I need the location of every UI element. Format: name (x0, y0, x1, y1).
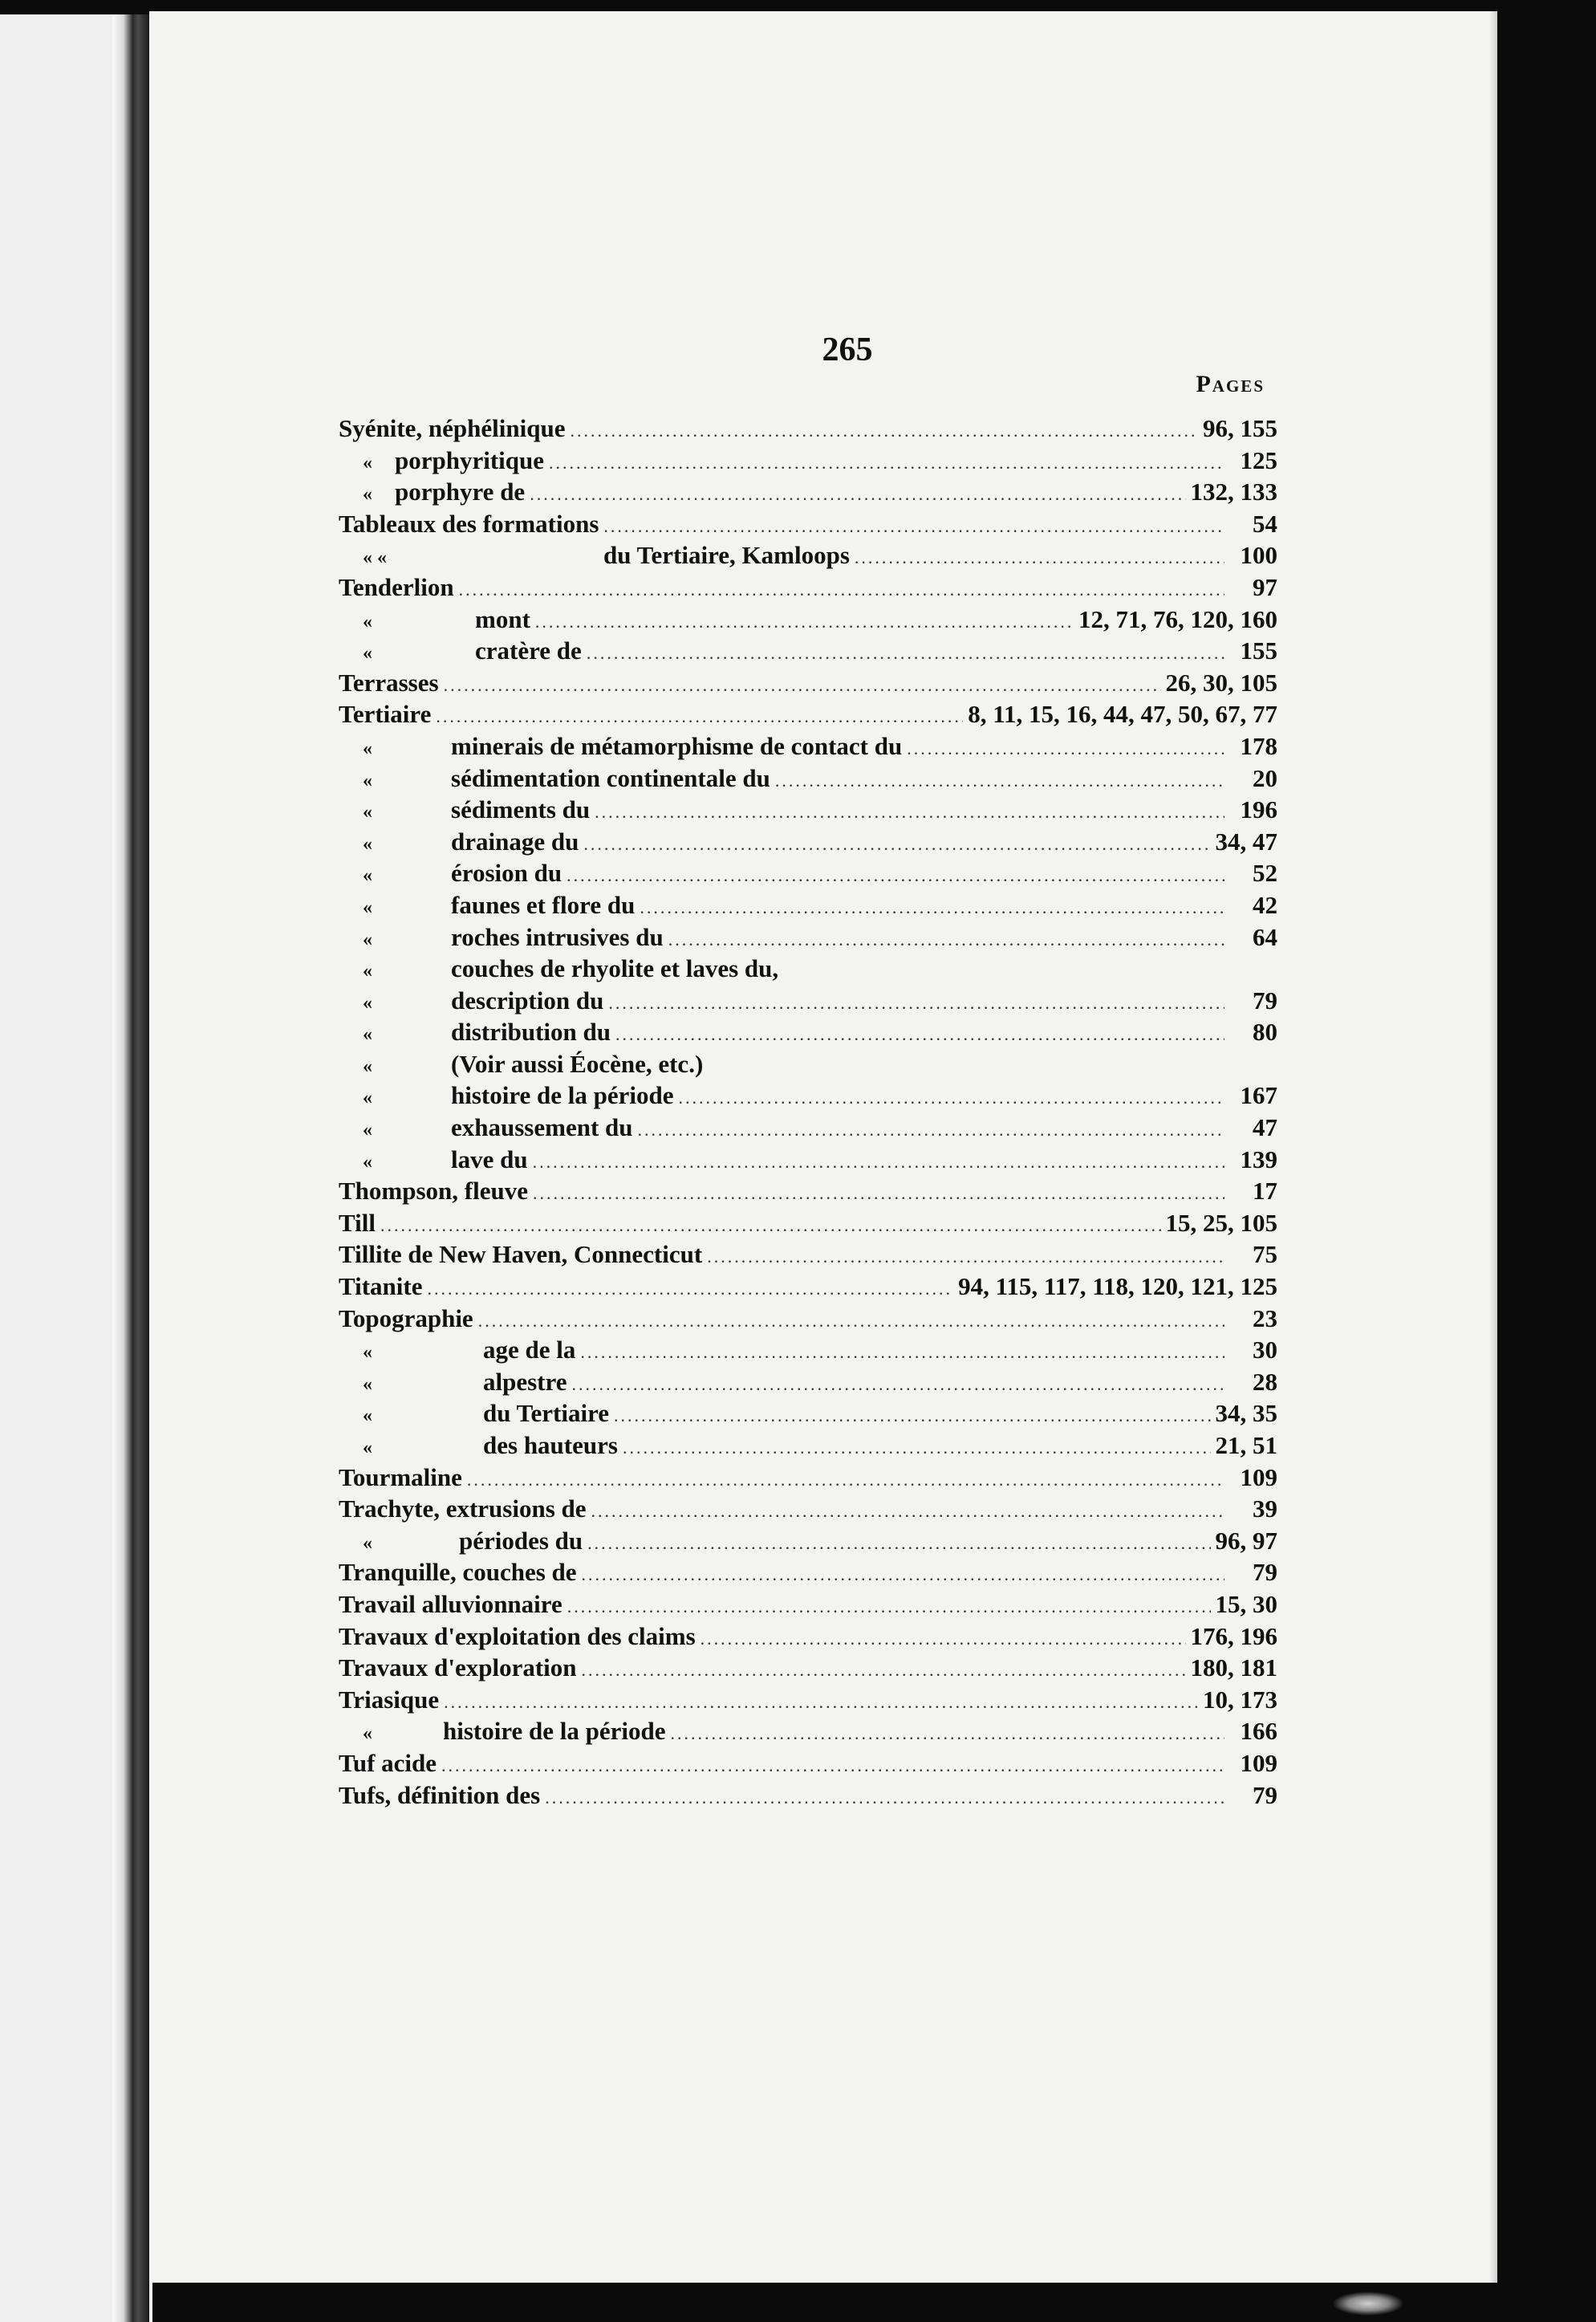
dot-leader (571, 1368, 1224, 1401)
index-term: Thompson, fleuve (339, 1177, 528, 1206)
index-pages: 166 (1240, 1717, 1277, 1746)
index-term: faunes et flore du (451, 890, 636, 919)
index-term: drainage du (451, 827, 579, 856)
index-term: histoire de la période (443, 1717, 666, 1746)
dot-leader (587, 1527, 1210, 1560)
index-term: histoire de la période (451, 1081, 674, 1110)
index-term: Travail alluvionnaire (339, 1589, 562, 1618)
index-entry: « (Voir aussi Éocène, etc.) (339, 1048, 1277, 1080)
index-entry: « du Tertiaire ..... 34, 35 (339, 1397, 1277, 1429)
index-pages: 10, 173 (1203, 1685, 1277, 1714)
index-pages: 100 (1240, 541, 1277, 570)
dot-leader (571, 415, 1199, 447)
index-term: porphyritique (395, 445, 545, 474)
index-entry (339, 1207, 1277, 1239)
index-term: Terrasses (339, 668, 439, 697)
dot-leader (545, 1782, 1224, 1814)
dot-leader (428, 1273, 954, 1305)
index-entry: « description du ..... 79 (339, 985, 1277, 1017)
dot-leader (436, 701, 963, 733)
index-pages: 28 (1253, 1367, 1277, 1396)
index-pages: 8, 11, 15, 16, 44, 47, 50, 67, 77 (968, 700, 1277, 729)
index-term: du Tertiaire, Kamloops (603, 541, 850, 570)
index-entry: « mont ..... 12, 71, 76, 120, 160 (339, 604, 1277, 636)
index-term: Trachyte, extrusions de (339, 1494, 587, 1523)
index-pages: 155 (1240, 636, 1277, 665)
dot-leader (707, 1241, 1224, 1273)
index-entry: « « du Tertiaire, Kamloops ..... 100 (339, 539, 1277, 571)
dot-leader (608, 987, 1224, 1019)
index-pages: 79 (1253, 1558, 1277, 1587)
index-term: Tertiaire (339, 700, 432, 729)
dot-leader (467, 1464, 1224, 1496)
index-pages: 139 (1240, 1145, 1277, 1173)
index-term: age de la (483, 1336, 576, 1364)
dot-leader (701, 1623, 1186, 1655)
index-entry: « sédimentation continentale du ..... 20 (339, 762, 1277, 795)
index-term: des hauteurs (483, 1431, 618, 1459)
index-entry (339, 571, 1277, 604)
index-pages: 42 (1253, 890, 1277, 919)
index-pages: 109 (1240, 1748, 1277, 1777)
book-gutter (112, 14, 149, 2322)
dot-leader (907, 733, 1224, 765)
index-pages: 109 (1240, 1462, 1277, 1491)
dot-leader (580, 1336, 1224, 1368)
index-term: Tableaux des formations (339, 509, 599, 538)
index-term: exhaussement du (451, 1113, 633, 1142)
dot-leader (583, 828, 1210, 860)
index-term: Tenderlion (339, 572, 454, 601)
index-entry (339, 1556, 1277, 1588)
dot-leader (444, 1686, 1198, 1718)
dot-leader (591, 1495, 1224, 1527)
index-pages: 178 (1240, 731, 1277, 760)
index-term: du Tertiaire (483, 1399, 610, 1428)
index-entry: « porphyre de ..... 132, 133 (339, 476, 1277, 508)
dot-leader (441, 1750, 1224, 1782)
index-list (339, 413, 1277, 1811)
index-pages: 125 (1240, 445, 1277, 474)
index-pages: 132, 133 (1190, 478, 1277, 506)
dot-leader (638, 1114, 1224, 1146)
index-term: Tranquille, couches de (339, 1558, 577, 1587)
index-entry: « cratère de ..... 155 (339, 635, 1277, 667)
index-pages: 12, 71, 76, 120, 160 (1078, 604, 1277, 633)
scan-artifact (1332, 2292, 1404, 2316)
index-entry (339, 1238, 1277, 1271)
index-term: Syénite, néphélinique (339, 414, 566, 442)
index-pages: 96, 155 (1203, 414, 1277, 442)
dot-leader (582, 1559, 1224, 1591)
index-entry (339, 1271, 1277, 1303)
dot-leader (640, 892, 1224, 924)
index-entry (339, 1684, 1277, 1716)
index-entry: « roches intrusives du ..... 64 (339, 921, 1277, 954)
index-term: mont (475, 604, 530, 633)
index-pages: 23 (1253, 1303, 1277, 1332)
dot-leader (671, 1718, 1224, 1750)
index-entry: « faunes et flore du ..... 42 (339, 889, 1277, 921)
index-term: lave du (451, 1145, 528, 1173)
index-term: Travaux d'exploitation des claims (339, 1621, 696, 1650)
dot-leader (444, 669, 1161, 701)
index-entry (339, 1588, 1277, 1621)
index-entry: « minerais de métamorphisme de contact du ..... 178 (339, 730, 1277, 762)
index-pages: 196 (1240, 795, 1277, 824)
index-term: Travaux d'exploration (339, 1653, 577, 1682)
index-entry: « des hauteurs ..... 21, 51 (339, 1429, 1277, 1462)
dot-leader (855, 542, 1224, 574)
dot-leader (567, 1591, 1211, 1623)
index-pages: 17 (1253, 1177, 1277, 1206)
page-edge-shadow (1489, 11, 1497, 2283)
index-entry: « drainage du ..... 34, 47 (339, 826, 1277, 858)
index-entry: « lave du ..... 139 (339, 1144, 1277, 1176)
index-pages: 20 (1253, 763, 1277, 792)
index-entry (339, 1621, 1277, 1653)
index-term: minerais de métamorphisme de contact du (451, 731, 903, 760)
dot-leader (530, 478, 1185, 510)
index-term: porphyre de (395, 478, 526, 506)
index-entry (339, 1303, 1277, 1335)
index-entry (339, 1779, 1277, 1812)
index-term: distribution du (451, 1018, 611, 1047)
index-entry (339, 1747, 1277, 1779)
index-pages: 39 (1253, 1494, 1277, 1523)
index-term: roches intrusives du (451, 922, 664, 951)
index-pages: 30 (1253, 1336, 1277, 1364)
dot-leader (567, 860, 1224, 892)
index-pages: 176, 196 (1190, 1621, 1277, 1650)
index-entry (339, 1493, 1277, 1525)
index-pages: 26, 30, 105 (1165, 668, 1277, 697)
index-pages: 167 (1240, 1081, 1277, 1110)
index-entry: « érosion du ..... 52 (339, 857, 1277, 889)
index-entry (339, 1175, 1277, 1207)
dot-leader (668, 924, 1224, 956)
index-pages: 34, 35 (1215, 1399, 1277, 1428)
index-pages: 96, 97 (1215, 1526, 1277, 1555)
index-entry (339, 1652, 1277, 1684)
index-term: cratère de (475, 636, 582, 665)
index-term: Topographie (339, 1303, 473, 1332)
index-term: Tufs, définition des (339, 1780, 541, 1809)
index-term: érosion du (451, 859, 562, 888)
dot-leader (535, 606, 1074, 638)
dot-leader (549, 447, 1224, 479)
index-entry (339, 698, 1277, 730)
dot-leader (459, 574, 1224, 606)
index-term: Titanite (339, 1272, 423, 1301)
index-pages: 75 (1253, 1240, 1277, 1269)
index-pages: 180, 181 (1190, 1653, 1277, 1682)
index-term: sédiments du (451, 795, 591, 824)
index-entry: « exhaussement du ..... 47 (339, 1112, 1277, 1144)
index-pages: 47 (1253, 1113, 1277, 1142)
index-pages: 15, 30 (1215, 1589, 1277, 1618)
index-pages: 79 (1253, 1780, 1277, 1809)
page-number: 265 (822, 331, 873, 368)
index-pages: 54 (1253, 509, 1277, 538)
dot-leader (595, 796, 1224, 828)
index-entry (339, 508, 1277, 540)
index-term: alpestre (483, 1367, 567, 1396)
index-entry: « périodes du ..... 96, 97 (339, 1525, 1277, 1557)
index-term: Tuf acide (339, 1748, 437, 1777)
dot-leader (614, 1400, 1210, 1432)
index-entry: « sédiments du ..... 196 (339, 794, 1277, 826)
index-pages: 80 (1253, 1018, 1277, 1047)
dot-leader (478, 1305, 1224, 1337)
index-term: Tillite de New Haven, Connecticut (339, 1240, 703, 1269)
index-entry: « histoire de la période ..... 167 (339, 1080, 1277, 1112)
index-entry: « couches de rhyolite et laves du, (339, 953, 1277, 985)
index-pages: 64 (1253, 922, 1277, 951)
index-pages: 15, 25, 105 (1165, 1208, 1277, 1237)
dot-leader (603, 510, 1224, 543)
index-entry: « porphyritique ..... 125 (339, 445, 1277, 477)
index-entry (339, 1462, 1277, 1494)
index-term: Tourmaline (339, 1462, 462, 1491)
dot-leader (533, 1177, 1224, 1210)
index-term: Till (339, 1208, 376, 1237)
index-pages: 94, 115, 117, 118, 120, 121, 125 (958, 1272, 1277, 1301)
index-entry (339, 413, 1277, 445)
index-entry: « distribution du ..... 80 (339, 1016, 1277, 1048)
index-term: description du (451, 986, 604, 1015)
dot-leader (615, 1019, 1224, 1051)
index-pages: 21, 51 (1215, 1431, 1277, 1459)
dot-leader (582, 1654, 1186, 1686)
index-pages: 34, 47 (1215, 827, 1277, 856)
index-term: sédimentation continentale du (451, 763, 770, 792)
index-entry: « alpestre ..... 28 (339, 1366, 1277, 1398)
index-term: Triasique (339, 1685, 440, 1714)
index-pages: 52 (1253, 859, 1277, 888)
index-pages: 97 (1253, 572, 1277, 601)
dot-leader (533, 1146, 1224, 1178)
dot-leader (623, 1432, 1211, 1464)
index-term: périodes du (459, 1526, 583, 1555)
index-entry: « histoire de la période ..... 166 (339, 1715, 1277, 1747)
index-entry (339, 667, 1277, 699)
index-term: (Voir aussi Éocène, etc.) (451, 1049, 704, 1078)
book-page (149, 11, 1497, 2283)
pages-column-heading: Pages (1196, 371, 1265, 397)
dot-leader (380, 1210, 1161, 1242)
index-entry: « age de la ..... 30 (339, 1334, 1277, 1366)
index-pages: 79 (1253, 986, 1277, 1015)
dot-leader (587, 637, 1224, 669)
dot-leader (775, 765, 1224, 797)
index-term: couches de rhyolite et laves du, (451, 954, 779, 983)
dot-leader (679, 1082, 1224, 1114)
